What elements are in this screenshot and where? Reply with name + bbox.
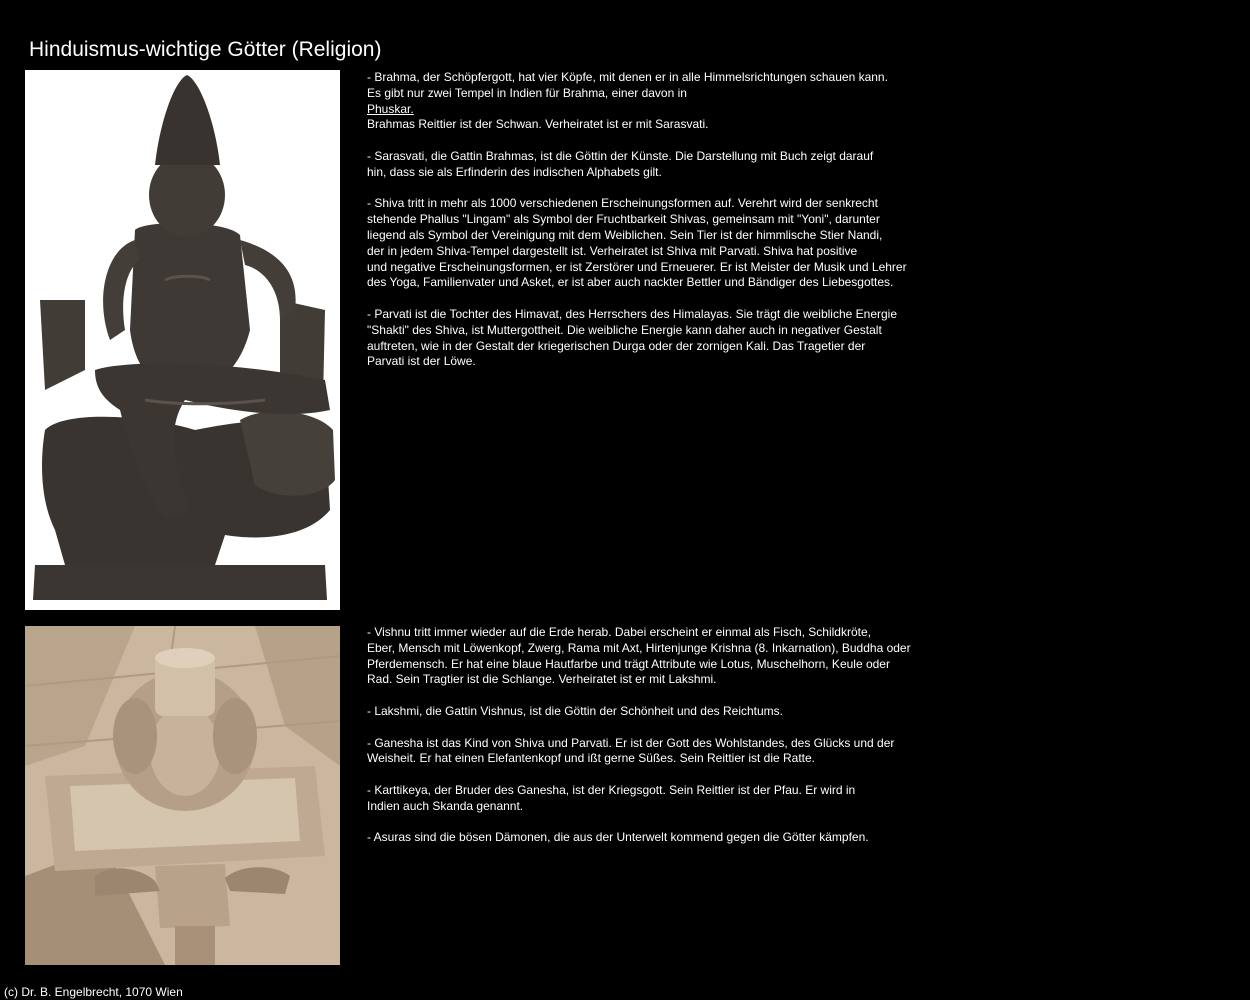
- paragraph-sarasvati: - Sarasvati, die Gattin Brahmas, ist die Göttin der Künste. Die Darstellung mit Buch zeigt darauf hin, dass sie als Erfinderin des indischen Alphabets gilt.: [367, 148, 874, 179]
- brahma-intro-text: - Brahma, der Schöpfergott, hat vier Köpfe, mit denen er in alle Himmelsrichtungen schauen kann. Es gibt nur zwei Tempel in Indien für Brahma, einer davon in: [367, 70, 888, 100]
- paragraph-asuras: - Asuras sind die bösen Dämonen, die aus der Unterwelt kommend gegen die Götter kämpfen.: [367, 830, 869, 845]
- page-title: Hinduismus-wichtige Götter (Religion): [29, 38, 382, 62]
- shiva-statue-photo-icon: [25, 70, 340, 610]
- paragraph-shiva: - Shiva tritt in mehr als 1000 verschiedenen Erscheinungsformen auf. Verehrt wird der senkrecht stehende Phallus "Lingam" als Symbol der Fruchtbarkeit Shivas, gemeinsam mit "Yoni", darunter liegend als Symbol der Vereinigung mit dem Weiblichen. Sein Tier ist der himmlische Stier Nandi, der in jedem Shiva-Tempel dargestellt ist. Verheiratet ist Shiva mit Parvati. Shiva hat positive und negative Erscheinungsformen, er ist Zerstörer und Erneuerer. Er ist Meister der Musik und Lehrer des Yoga, Familienvater und Asket, er ist aber auch nackter Bettler und Bändiger des Liebesgottes.: [367, 196, 907, 290]
- brahma-rest-text: Brahmas Reittier ist der Schwan. Verheiratet ist er mit Sarasvati.: [367, 117, 709, 132]
- phuskar-link[interactable]: Phuskar.: [367, 101, 414, 116]
- paragraph-ganesha: - Ganesha ist das Kind von Shiva und Parvati. Er ist der Gott des Wohlstandes, des Glücks und der Weisheit. Er hat einen Elefantenkopf und ißt gerne Süßes. Sein Reittier ist die Ratte.: [367, 735, 895, 766]
- paragraph-parvati: - Parvati ist die Tochter des Himavat, des Herrschers des Himalayas. Sie trägt die weibliche Energie "Shakti" des Shiva, ist Muttergottheit. Die weibliche Energie kann daher auch in negativer Gestalt auftreten, wie in der Gestalt der kriegerischen Durga oder der zornigen Kali. Das Tragetier der Parvati ist der Löwe.: [367, 306, 898, 369]
- paragraph-karttikeya: - Karttikeya, der Bruder des Ganesha, ist der Kriegsgott. Sein Reittier ist der Pfau. Er wird in Indien auch Skanda genannt.: [367, 782, 856, 813]
- text-section-bottom: [367, 625, 927, 862]
- shiva-lingam-image: [25, 626, 340, 965]
- copyright-footer: (c) Dr. B. Engelbrecht, 1070 Wien: [4, 985, 183, 999]
- paragraph-brahma: [367, 70, 927, 133]
- text-section-top: [367, 70, 927, 386]
- shiva-statue-image: [25, 70, 340, 610]
- paragraph-lakshmi: - Lakshmi, die Gattin Vishnus, ist die Göttin der Schönheit und des Reichtums.: [367, 703, 783, 718]
- shiva-lingam-photo-icon: [25, 626, 340, 965]
- paragraph-vishnu: - Vishnu tritt immer wieder auf die Erde herab. Dabei erscheint er einmal als Fisch, Schildkröte, Eber, Mensch mit Löwenkopf, Zwerg, Rama mit Axt, Hirtenjunge Krishna (8. Inkarnation), Buddha oder Pferdemensch. Er hat eine blaue Hautfarbe und trägt Attribute wie Lotus, Muschelhorn, Keule oder Rad. Sein Tragtier ist die Schlange. Verheiratet ist er mit Lakshmi.: [367, 625, 911, 687]
